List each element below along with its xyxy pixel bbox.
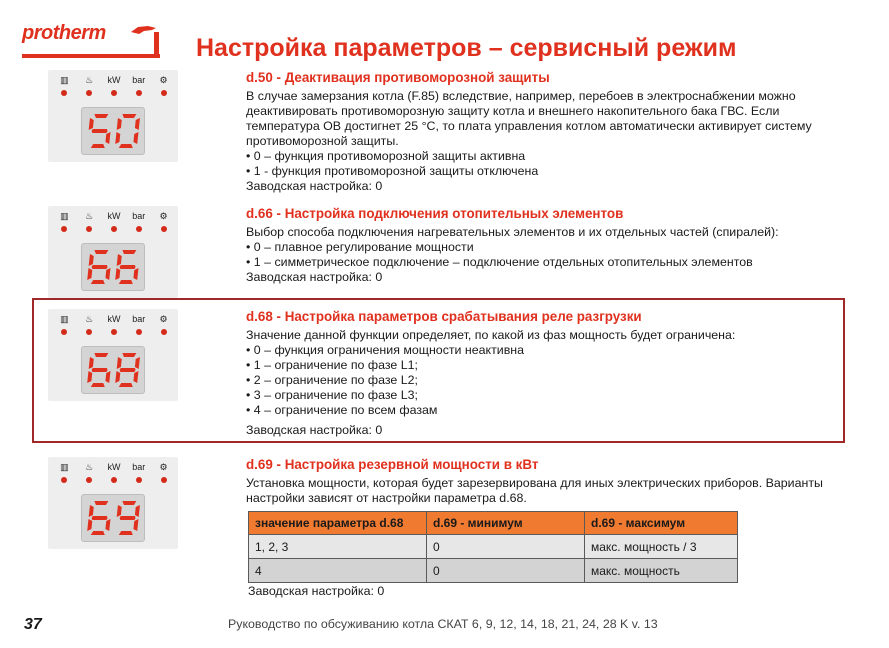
table-cell: макс. мощность / 3 (585, 535, 738, 559)
radiator-icon: ▥ (60, 211, 69, 221)
control-panel-d69 (48, 457, 178, 549)
display-segment (105, 132, 110, 144)
section-text: Выбор способа подключения нагревательных элементов и их отдельных частей (спиралей): (246, 225, 779, 239)
display-segment (119, 280, 133, 284)
indicator-led (52, 90, 76, 98)
table-cell: 4 (249, 559, 427, 583)
display-segment (91, 265, 107, 269)
tap-icon: ♨ (85, 314, 94, 324)
bar-label: bar (132, 462, 146, 472)
tap-icon: ♨ (85, 75, 94, 85)
indicator-led (77, 329, 101, 337)
wrench-icon: ⚙ (159, 75, 168, 85)
indicator-led (152, 329, 176, 337)
segment-display (81, 107, 145, 155)
display-segment (119, 531, 133, 535)
page-number: 37 (24, 616, 42, 633)
indicator-led (77, 477, 101, 485)
display-segment (115, 268, 120, 280)
table-cell: 0 (427, 559, 585, 583)
indicator-led (152, 90, 176, 98)
control-panel-d68 (48, 309, 178, 401)
indicator-led (152, 226, 176, 234)
section-d66 (246, 206, 856, 285)
factory-setting: Заводская настройка: 0 (246, 179, 383, 193)
indicator-led (102, 90, 126, 98)
bullet-item: • 1 - функция противоморозной защиты отключена (246, 164, 539, 178)
display-segment (117, 505, 122, 517)
kw-label: kW (107, 314, 121, 324)
display-segment (133, 519, 138, 531)
display-segment (91, 368, 107, 372)
indicator-led (77, 90, 101, 98)
section-title: d.68 - Настройка параметров срабатывания реле разгрузки (246, 309, 642, 324)
table-cell: 1, 2, 3 (249, 535, 427, 559)
indicator-led (52, 477, 76, 485)
bar-label: bar (132, 75, 146, 85)
table-header-cell: значение параметра d.68 (249, 512, 427, 535)
display-segment (94, 114, 108, 118)
display-segment (105, 519, 110, 531)
bullet-item: • 3 – ограничение по фазе L3; (246, 388, 418, 402)
section-d50 (246, 70, 856, 194)
bullet-item: • 1 – симметрическое подключение – подключение отдельных отопительных элементов (246, 255, 753, 269)
radiator-icon: ▥ (60, 462, 69, 472)
segment-display (81, 243, 145, 291)
section-title: d.69 - Настройка резервной мощности в кВт (246, 457, 539, 472)
bar-label: bar (132, 211, 146, 221)
logo-hook (154, 32, 159, 58)
display-segment (89, 357, 94, 369)
display-segment (133, 371, 138, 383)
display-segment (115, 371, 120, 383)
d69-table (248, 511, 738, 583)
bullet-item: • 0 – функция противоморозной защиты активна (246, 149, 526, 163)
tap-icon: ♨ (85, 462, 94, 472)
kw-label: kW (107, 462, 121, 472)
bullet-item: • 1 – ограничение по фазе L1; (246, 358, 418, 372)
display-segment (94, 353, 108, 357)
table-cell: 0 (427, 535, 585, 559)
section-d69 (246, 457, 856, 506)
display-segment (94, 250, 108, 254)
footer-text: Руководство по обсуживанию котла СКАТ 6, 9, 12, 14, 18, 21, 24, 28 K v. 13 (228, 617, 658, 631)
factory-setting: Заводская настройка: 0 (248, 584, 385, 598)
display-segment (133, 268, 138, 280)
bullet-item: • 2 – ограничение по фазе L2; (246, 373, 418, 387)
table-header-cell: d.69 - минимум (427, 512, 585, 535)
display-segment (122, 114, 136, 118)
display-segment (135, 118, 140, 130)
display-segment (91, 129, 107, 133)
display-segment (91, 516, 107, 520)
logo-text: protherm (22, 22, 106, 44)
display-segment (135, 505, 140, 517)
display-segment (89, 118, 94, 130)
display-segment (122, 353, 136, 357)
display-segment (87, 519, 92, 531)
bar-label: bar (132, 314, 146, 324)
section-text: Значение данной функции определяет, по какой из фаз мощность будет ограничена: (246, 328, 736, 342)
indicator-led (127, 226, 151, 234)
wrench-icon: ⚙ (159, 211, 168, 221)
indicator-led (102, 329, 126, 337)
logo-underline (22, 54, 160, 58)
kw-label: kW (107, 75, 121, 85)
display-segment (119, 265, 135, 269)
segment-display (81, 494, 145, 542)
display-segment (117, 254, 122, 266)
wrench-icon: ⚙ (159, 462, 168, 472)
indicator-led (52, 329, 76, 337)
display-segment (133, 132, 138, 144)
tap-icon: ♨ (85, 211, 94, 221)
factory-setting: Заводская настройка: 0 (246, 423, 383, 437)
indicator-led (152, 477, 176, 485)
section-d68 (246, 309, 856, 438)
section-title: d.66 - Настройка подключения отопительных элементов (246, 206, 624, 221)
indicator-led (102, 477, 126, 485)
protherm-logo (22, 18, 172, 64)
indicator-led (127, 90, 151, 98)
control-panel-d50 (48, 70, 178, 162)
display-segment (119, 368, 135, 372)
indicator-led (127, 477, 151, 485)
display-segment (87, 268, 92, 280)
bullet-item: • 0 – плавное регулирование мощности (246, 240, 474, 254)
radiator-icon: ▥ (60, 314, 69, 324)
indicator-led (52, 226, 76, 234)
display-segment (117, 118, 122, 130)
table-header-row (249, 512, 738, 535)
display-segment (115, 132, 120, 144)
display-segment (94, 501, 108, 505)
bullet-item: • 4 – ограничение по всем фазам (246, 403, 438, 417)
control-panel-d66 (48, 206, 178, 298)
section-text: В случае замерзания котла (F.85) вследствие, например, перебоев в электроснабжении можно деактивировать противоморозную защиту котла и внешнего накопительного бака ГВС. Если температура ОВ достигнет 25 °С, то плата управления котлом автоматически активирует систему противоморозной защиты. (246, 89, 812, 148)
display-segment (105, 371, 110, 383)
display-segment (135, 357, 140, 369)
display-segment (91, 383, 105, 387)
kw-label: kW (107, 211, 121, 221)
factory-setting: Заводская настройка: 0 (246, 270, 383, 284)
display-segment (91, 531, 105, 535)
display-segment (117, 357, 122, 369)
indicator-led (102, 226, 126, 234)
section-title: d.50 - Деактивация противоморозной защиты (246, 70, 550, 85)
display-segment (91, 144, 105, 148)
section-text: Установка мощности, которая будет зарезервирована для иных электрических приборов. Варианты настройки зависят от настройки параметра d.68. (246, 476, 823, 505)
display-segment (122, 250, 136, 254)
display-segment (91, 280, 105, 284)
table-row (249, 535, 738, 559)
display-segment (89, 505, 94, 517)
display-segment (89, 254, 94, 266)
page-title: Настройка параметров – сервисный режим (196, 34, 737, 62)
table-cell: макс. мощность (585, 559, 738, 583)
display-segment (122, 501, 136, 505)
indicator-led (127, 329, 151, 337)
bullet-item: • 0 – функция ограничения мощности неактивна (246, 343, 525, 357)
wrench-icon: ⚙ (159, 314, 168, 324)
indicator-led (77, 226, 101, 234)
radiator-icon: ▥ (60, 75, 69, 85)
segment-display (81, 346, 145, 394)
table-header-cell: d.69 - максимум (585, 512, 738, 535)
table-row (249, 559, 738, 583)
display-segment (119, 383, 133, 387)
display-segment (119, 144, 133, 148)
display-segment (119, 516, 135, 520)
display-segment (87, 371, 92, 383)
display-segment (105, 268, 110, 280)
